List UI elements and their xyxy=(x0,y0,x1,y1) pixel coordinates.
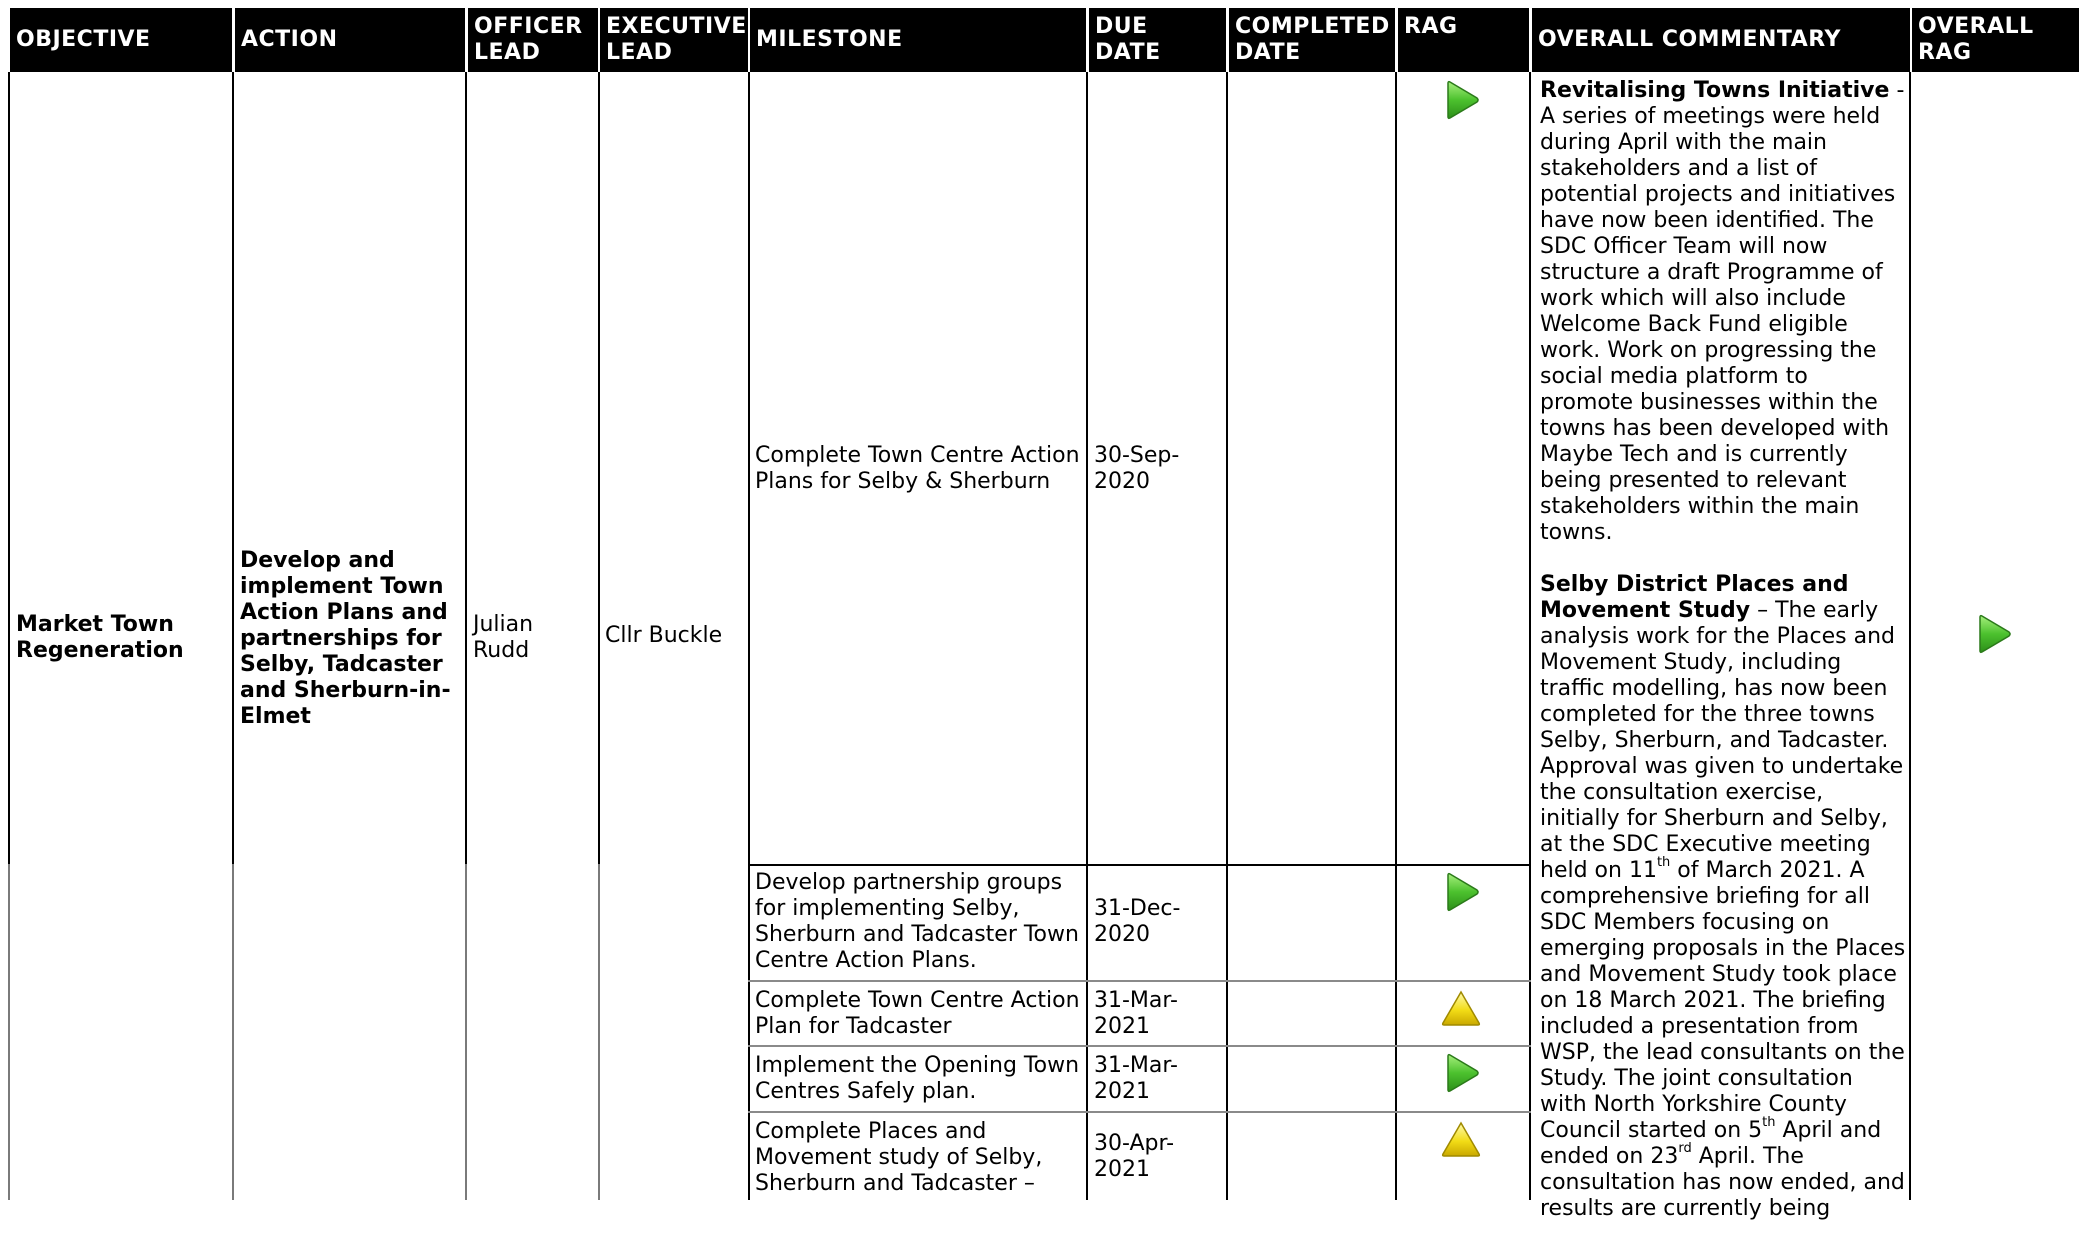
commentary-text: – The early analysis work for the Places and Movement Study, including traffic modelling, has now been completed for the three towns Selby, Sherburn, and Tadcaster. Approval was given to undertake the consultation exercise, initially for Sherburn and Selby, at the SDC Executive meeting held on 11 xyxy=(1540,598,1904,883)
due-date-line: 2021 xyxy=(1094,1079,1150,1104)
milestone-text xyxy=(755,443,1085,495)
header-completed-date xyxy=(1229,8,1395,72)
action-line: Elmet xyxy=(240,704,311,729)
milestone-line: Sherburn and Tadcaster – xyxy=(755,1171,1035,1196)
due-date-line: 31-Mar- xyxy=(1094,1053,1178,1078)
milestone-line: for implementing Selby, xyxy=(755,896,1020,921)
due-date-line: 2020 xyxy=(1094,469,1150,494)
grid-line xyxy=(8,864,10,1200)
grid-line xyxy=(1086,72,1088,1200)
commentary-separator: - xyxy=(1889,78,1905,103)
header-executive-lead-line2: LEAD xyxy=(606,40,673,65)
action-line: Develop and xyxy=(240,548,395,573)
header-milestone-label: MILESTONE xyxy=(756,27,903,52)
grid-line xyxy=(465,72,467,864)
grid-line xyxy=(1395,72,1397,1200)
header-executive-lead xyxy=(600,8,748,72)
milestone-due-date xyxy=(1094,1131,1224,1183)
rag-green-icon xyxy=(1444,80,1480,124)
commentary-text: of March 2021. A comprehensive briefing for all SDC Members focusing on emerging proposals in the Places and Movement Study took place on 18 March 2021. The briefing included a presentation from WSP, the lead consultants on the Study. The joint consultation with North Yorkshire County Council started on 5 xyxy=(1540,858,1906,1143)
header-overall-commentary xyxy=(1532,8,1910,72)
grid-line xyxy=(1226,72,1228,1200)
due-date-line: 31-Mar- xyxy=(1094,988,1178,1013)
commentary-heading: Revitalising Towns Initiative xyxy=(1540,78,1890,103)
header-objective xyxy=(10,8,232,72)
grid-line xyxy=(465,864,467,1200)
grid-line xyxy=(598,72,600,864)
grid-line xyxy=(748,1111,1531,1113)
grid-line xyxy=(1529,72,1531,1200)
grid-line xyxy=(748,864,1531,866)
milestone-line: Plan for Tadcaster xyxy=(755,1014,952,1039)
due-date-line: 31-Dec- xyxy=(1094,896,1181,921)
due-date-line: 30-Sep- xyxy=(1094,443,1180,468)
due-date-line: 30-Apr- xyxy=(1094,1131,1175,1156)
objective-line: Regeneration xyxy=(16,638,184,663)
milestone-line: Complete Places and xyxy=(755,1119,987,1144)
grid-line xyxy=(748,1045,1531,1047)
milestone-text xyxy=(755,870,1085,974)
header-completed-date-line1: COMPLETED xyxy=(1235,14,1390,39)
rag-amber-icon xyxy=(1440,1120,1482,1162)
grid-line xyxy=(748,72,750,1200)
grid-line xyxy=(2077,8,2079,72)
milestone-line: Implement the Opening Town xyxy=(755,1053,1080,1078)
commentary-paragraph-places-movement xyxy=(1540,572,1906,1222)
rag-amber-icon xyxy=(1440,989,1482,1031)
milestone-text xyxy=(755,1053,1085,1105)
header-executive-lead-line1: EXECUTIVE xyxy=(606,14,747,39)
header-milestone xyxy=(750,8,1086,72)
overall-commentary-cell xyxy=(1540,78,1906,1248)
header-action-label: ACTION xyxy=(241,27,338,52)
grid-line xyxy=(232,72,234,864)
milestone-line: Centres Safely plan. xyxy=(755,1079,977,1104)
due-date-line: 2020 xyxy=(1094,922,1150,947)
officer-lead-cell xyxy=(473,612,595,664)
action-line: implement Town xyxy=(240,574,444,599)
rag-green-icon xyxy=(1444,872,1480,916)
header-due-date xyxy=(1089,8,1226,72)
grid-line xyxy=(232,864,234,1200)
header-overall-rag-line2: RAG xyxy=(1918,40,1972,65)
header-overall-commentary-label: OVERALL COMMENTARY xyxy=(1538,27,1841,52)
commentary-text: A series of meetings were held during April with the main stakeholders and a list of potential projects and initiatives have now been identified. The SDC Officer Team will now structure a draft Programme of work which will also include Welcome Back Fund eligible work. Work on progressing the social media platform to promote businesses within the towns has been developed with Maybe Tech and is currently being presented to relevant stakeholders within the main towns. xyxy=(1540,104,1896,545)
milestone-due-date xyxy=(1094,443,1224,495)
header-rag-label: RAG xyxy=(1404,14,1458,39)
rag-green-icon xyxy=(1444,1053,1480,1097)
commentary-superscript: th xyxy=(1762,1114,1776,1130)
commentary-superscript: rd xyxy=(1678,1140,1692,1156)
header-overall-rag-line1: OVERALL xyxy=(1918,14,2034,39)
action-line: Action Plans and xyxy=(240,600,448,625)
milestone-text xyxy=(755,1119,1085,1197)
milestone-line: Complete Town Centre Action xyxy=(755,443,1080,468)
objective-cell xyxy=(16,612,228,664)
action-cell xyxy=(240,548,462,730)
milestone-text xyxy=(755,988,1085,1040)
header-completed-date-line2: DATE xyxy=(1235,40,1301,65)
milestone-due-date xyxy=(1094,988,1224,1040)
header-overall-rag xyxy=(1912,8,2077,72)
officer-lead-line: Rudd xyxy=(473,638,530,663)
action-line: and Sherburn-in- xyxy=(240,678,451,703)
header-rag xyxy=(1398,8,1529,72)
header-officer-lead xyxy=(468,8,598,72)
executive-lead-cell: Cllr Buckle xyxy=(605,623,723,648)
grid-line xyxy=(8,72,10,864)
objective-line: Market Town xyxy=(16,612,174,637)
due-date-line: 2021 xyxy=(1094,1157,1150,1182)
grid-line xyxy=(748,980,1531,982)
milestone-line: Movement study of Selby, xyxy=(755,1145,1043,1170)
milestone-line: Plans for Selby & Sherburn xyxy=(755,469,1051,494)
commentary-heading: Selby District Places and Movement Study xyxy=(1540,572,1849,623)
header-due-date-label: DUE DATE xyxy=(1095,14,1161,65)
commentary-superscript: th xyxy=(1656,854,1671,870)
commentary-text: April and ended on 23 xyxy=(1540,1118,1882,1169)
action-line: partnerships for xyxy=(240,626,442,651)
milestone-due-date xyxy=(1094,896,1224,948)
milestone-due-date xyxy=(1094,1053,1224,1105)
header-officer-lead-line2: LEAD xyxy=(474,40,541,65)
commentary-paragraph-revitalising xyxy=(1540,78,1906,546)
overall-rag-green-icon xyxy=(1976,614,2012,658)
commentary-text: April. The consultation has now ended, and results are currently being xyxy=(1540,1144,1905,1221)
milestone-line: Centre Action Plans. xyxy=(755,948,977,973)
grid-line xyxy=(1909,72,1911,1200)
officer-lead-line: Julian xyxy=(473,612,534,637)
action-line: Selby, Tadcaster xyxy=(240,652,443,677)
header-objective-label: OBJECTIVE xyxy=(16,27,151,52)
header-action xyxy=(235,8,465,72)
milestone-line: Sherburn and Tadcaster Town xyxy=(755,922,1079,947)
due-date-line: 2021 xyxy=(1094,1014,1150,1039)
milestone-line: Develop partnership groups xyxy=(755,870,1063,895)
grid-line xyxy=(598,864,600,1200)
header-officer-lead-line1: OFFICER xyxy=(474,14,583,39)
milestone-line: Complete Town Centre Action xyxy=(755,988,1080,1013)
